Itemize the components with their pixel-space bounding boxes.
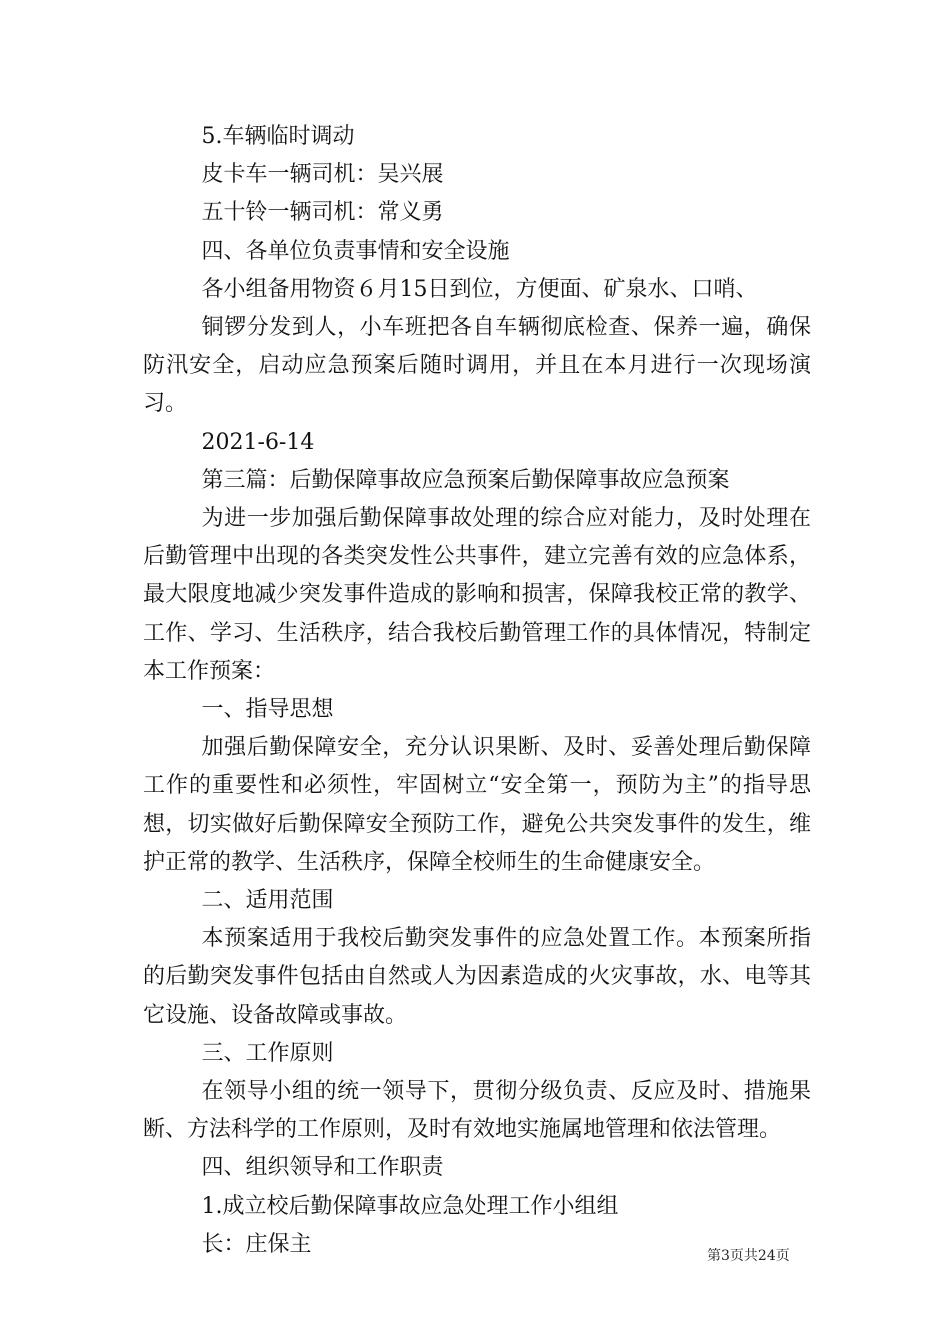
paragraph: 5.车辆临时调动	[201, 124, 355, 149]
section-heading: 四、组织领导和工作职责	[201, 1155, 444, 1181]
paragraph: 本预案适用于我校后勤突发事件的应急处置工作。本预案所指的后勤突发事件包括由自然或人为因素造成的火灾事故，水、电等其它设施、设备故障或事故。	[143, 926, 811, 1028]
section-heading: 二、适用范围	[201, 888, 334, 914]
paragraph: 长：庄保主	[201, 1231, 312, 1257]
paragraph: 铜锣分发到人，小车班把各自车辆彻底检查、保养一遍，确保防汛安全，启动应急预案后随时调用，并且在本月进行一次现场演习。	[143, 315, 811, 417]
paragraph: 五十铃一辆司机：常义勇	[201, 200, 444, 226]
section-heading: 三、工作原则	[201, 1040, 334, 1066]
page-number: 第3页共24页	[707, 1248, 790, 1264]
section-heading: 四、各单位负责事情和安全设施	[201, 238, 510, 264]
date-line: 2021-6-14	[201, 429, 315, 455]
chapter-title: 第三篇：后勤保障事故应急预案后勤保障事故应急预案	[201, 467, 730, 493]
document-body	[143, 118, 811, 1264]
paragraph: 各小组备用物资６月15日到位，方便面、矿泉水、口哨、	[201, 276, 758, 302]
section-heading: 一、指导思想	[201, 697, 334, 723]
paragraph: 加强后勤保障安全，充分认识果断、及时、妥善处理后勤保障工作的重要性和必须性，牢固树立“安全第一，预防为主”的指导思想，切实做好后勤保障安全预防工作，避免公共突发事件的发生，维护正常的教学、生活秩序，保障全校师生的生命健康安全。	[143, 735, 811, 875]
paragraph: 皮卡车一辆司机：吴兴展	[201, 162, 444, 188]
paragraph: 在领导小组的统一领导下，贯彻分级负责、反应及时、措施果断、方法科学的工作原则，及时有效地实施属地管理和依法管理。	[143, 1079, 811, 1143]
paragraph: 为进一步加强后勤保障事故处理的综合应对能力，及时处理在后勤管理中出现的各类突发性公共事件，建立完善有效的应急体系，最大限度地减少突发事件造成的影响和损害，保障我校正常的教学、工作、学习、生活秩序，结合我校后勤管理工作的具体情况，特制定本工作预案：	[143, 506, 811, 684]
paragraph: 1.成立校后勤保障事故应急处理工作小组组	[201, 1193, 619, 1219]
